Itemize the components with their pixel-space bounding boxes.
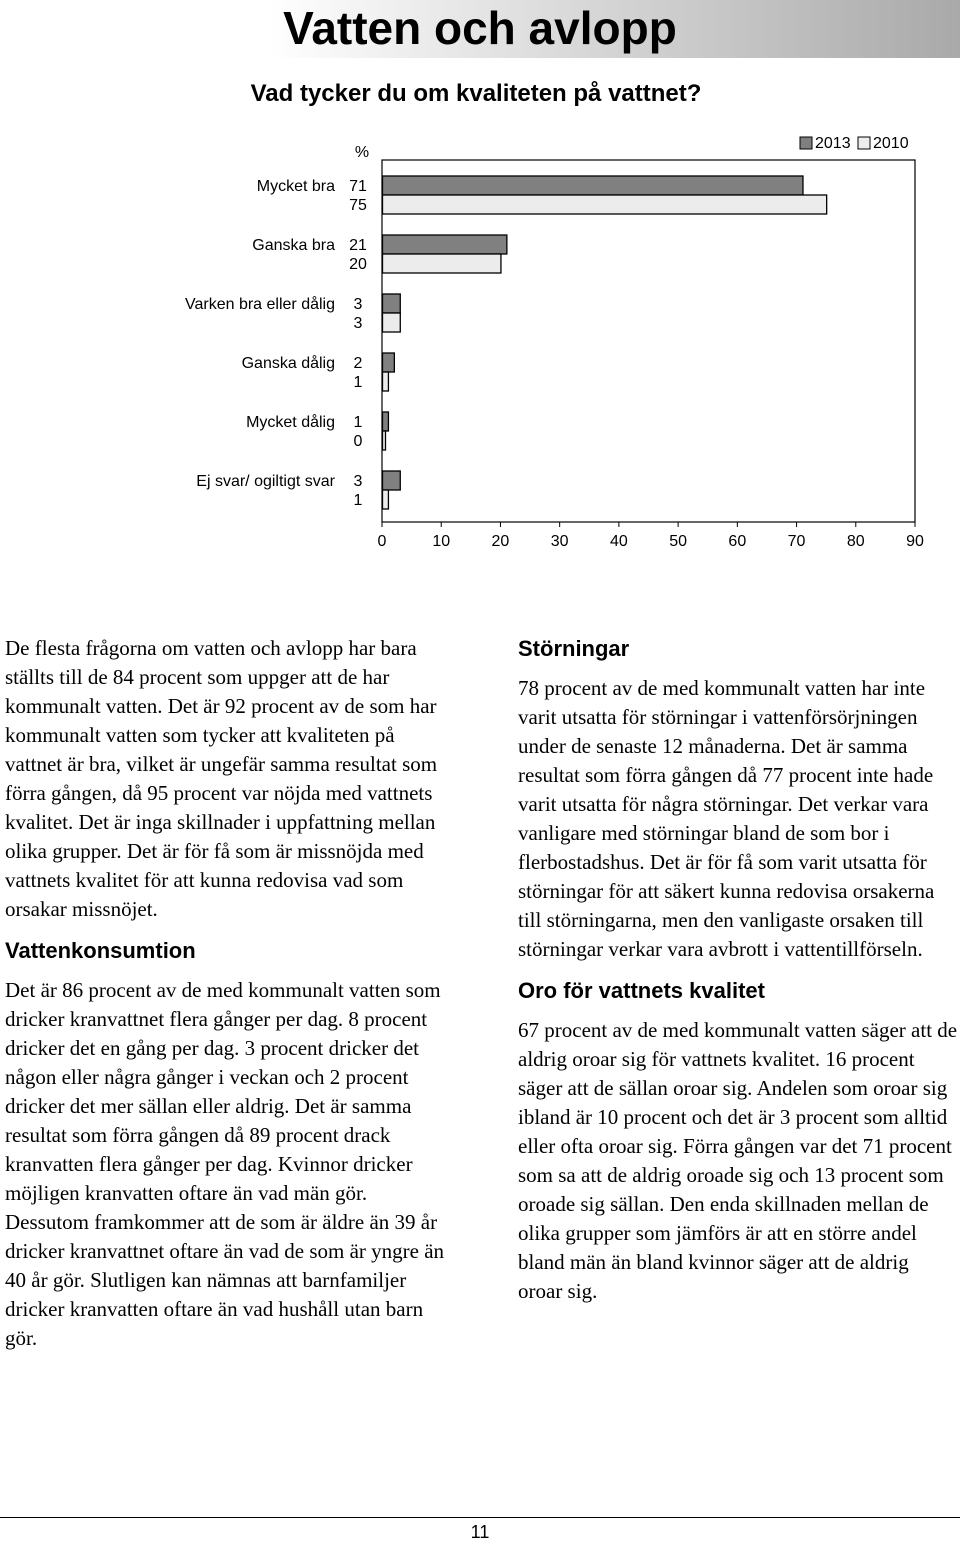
section-heading-vattenkonsumtion: Vattenkonsumtion — [5, 938, 196, 963]
chart-title: Vad tycker du om kvaliteten på vattnet? — [250, 80, 702, 107]
right-column — [518, 634, 958, 1306]
legend-label-2010: 2010 — [873, 135, 909, 152]
data-label-2013: 2 — [353, 355, 363, 372]
bar-2010 — [383, 195, 827, 214]
vattenkonsumtion-paragraph: Det är 86 procent av de med kommunalt vatten som dricker kranvattnet flera gånger per dag. 8 procent dricker det en gång per dag. 3 procent dricker det någon eller några gånger i veckan och 2 procent dricker det mer sällan eller aldrig. Det är samma resultat som förra gången då 89 procent drack kranvatten flera gånger per dag. Kvinnor dricker möjligen kranvatten oftare än vad män gör. Dessutom framkommer att de som är äldre än 39 år dricker kranvattnet oftare än vad de som är yngre än 40 år gör. Slutligen kan nämnas att barnfamiljer dricker kranvatten oftare än vad hushåll utan barn gör. — [5, 978, 445, 1350]
footer-divider — [0, 1517, 960, 1518]
left-column — [5, 634, 453, 1353]
intro-paragraph: De flesta frågorna om vatten och avlopp har bara ställts till de 84 procent som uppger att de har kommunalt vatten. Det är 92 procent av de som har kommunalt vatten som tycker att kvaliteten på vattnet är bra, vilket är ungefär samma resultat som förra gången, då 95 procent var nöjda med vattnets kvalitet. Det är inga skillnader i uppfattning mellan olika grupper. Det är för få som är missnöjda med vattnets kvalitet för att kunna redovisa vad som orsakar missnöjet. — [5, 636, 438, 921]
bar-2010 — [383, 431, 386, 450]
category-label: Mycket bra — [256, 178, 335, 195]
legend-swatch-2013 — [800, 137, 812, 149]
bar-2013 — [383, 294, 401, 313]
data-label-2010: 3 — [353, 315, 363, 332]
legend-swatch-2010 — [858, 137, 870, 149]
category-label: Ganska bra — [252, 237, 335, 254]
x-tick-label: 90 — [906, 533, 924, 550]
bar-2013 — [383, 176, 803, 195]
bar-2010 — [383, 313, 401, 332]
data-label-2013: 3 — [353, 296, 363, 313]
x-tick-label: 10 — [432, 533, 451, 550]
legend-label-2013: 2013 — [815, 135, 851, 152]
page-title: Vatten och avlopp — [283, 2, 677, 54]
section-heading-storningar: Störningar — [518, 636, 630, 661]
category-label: Varken bra eller dålig — [184, 296, 335, 313]
data-label-2010: 1 — [353, 374, 363, 391]
x-tick-label: 20 — [491, 533, 510, 550]
x-tick-label: 80 — [846, 533, 865, 550]
category-label: Ganska dålig — [241, 355, 335, 372]
data-label-2013: 71 — [349, 178, 367, 195]
bar-2013 — [383, 235, 507, 254]
x-tick-label: 60 — [728, 533, 747, 550]
x-tick-label: 30 — [550, 533, 569, 550]
data-label-2010: 20 — [349, 256, 367, 273]
quality-bar-chart — [0, 130, 960, 570]
x-tick-label: 40 — [609, 533, 628, 550]
storningar-paragraph: 78 procent av de med kommunalt vatten har inte varit utsatta för störningar i vattenförsörjningen under de senaste 12 månaderna. Det är samma resultat som förra gången då 77 procent inte hade varit utsatta för några störningar. Det verkar vara vanligare med störningar bland de som bor i flerbostadshus. Det är för få som varit utsatta för störningar för att säkert kunna redovisa orsakerna till störningarna, men den vanligaste orsaken till störningar verkar vara avbrott i vattentillförseln. — [518, 676, 935, 961]
data-label-2013: 21 — [349, 237, 367, 254]
page-number: 11 — [470, 1522, 490, 1542]
bar-2010 — [383, 254, 501, 273]
data-label-2010: 1 — [353, 492, 363, 509]
x-tick-label: 70 — [787, 533, 806, 550]
data-label-2010: 0 — [353, 433, 363, 450]
bar-2013 — [383, 412, 389, 431]
oro-paragraph: 67 procent av de med kommunalt vatten säger att de aldrig oroar sig för vattnets kvalitet. 16 procent säger att de sällan oroar sig. Andelen som oroar sig ibland är 10 procent och det är 3 procent som alltid eller ofta oroar sig. Förra gången var det 71 procent som sa att de aldrig oroade sig och 13 procent som oroade sig sällan. Den enda skillnaden mellan de olika grupper som jämförs är att en större andel bland män än bland kvinnor säger att de aldrig oroar sig. — [518, 1018, 958, 1303]
bar-2010 — [383, 372, 389, 391]
section-heading-oro: Oro för vattnets kvalitet — [518, 978, 765, 1003]
data-label-2013: 3 — [353, 473, 363, 490]
data-label-2010: 75 — [349, 197, 367, 214]
bar-2013 — [383, 471, 401, 490]
bar-2013 — [383, 353, 395, 372]
x-tick-label: 50 — [669, 533, 688, 550]
bar-2010 — [383, 490, 389, 509]
category-label: Ej svar/ ogiltigt svar — [196, 473, 335, 490]
data-label-2013: 1 — [353, 414, 363, 431]
category-label: Mycket dålig — [246, 414, 335, 431]
value-unit-label: % — [354, 144, 370, 161]
x-tick-label: 0 — [377, 533, 387, 550]
